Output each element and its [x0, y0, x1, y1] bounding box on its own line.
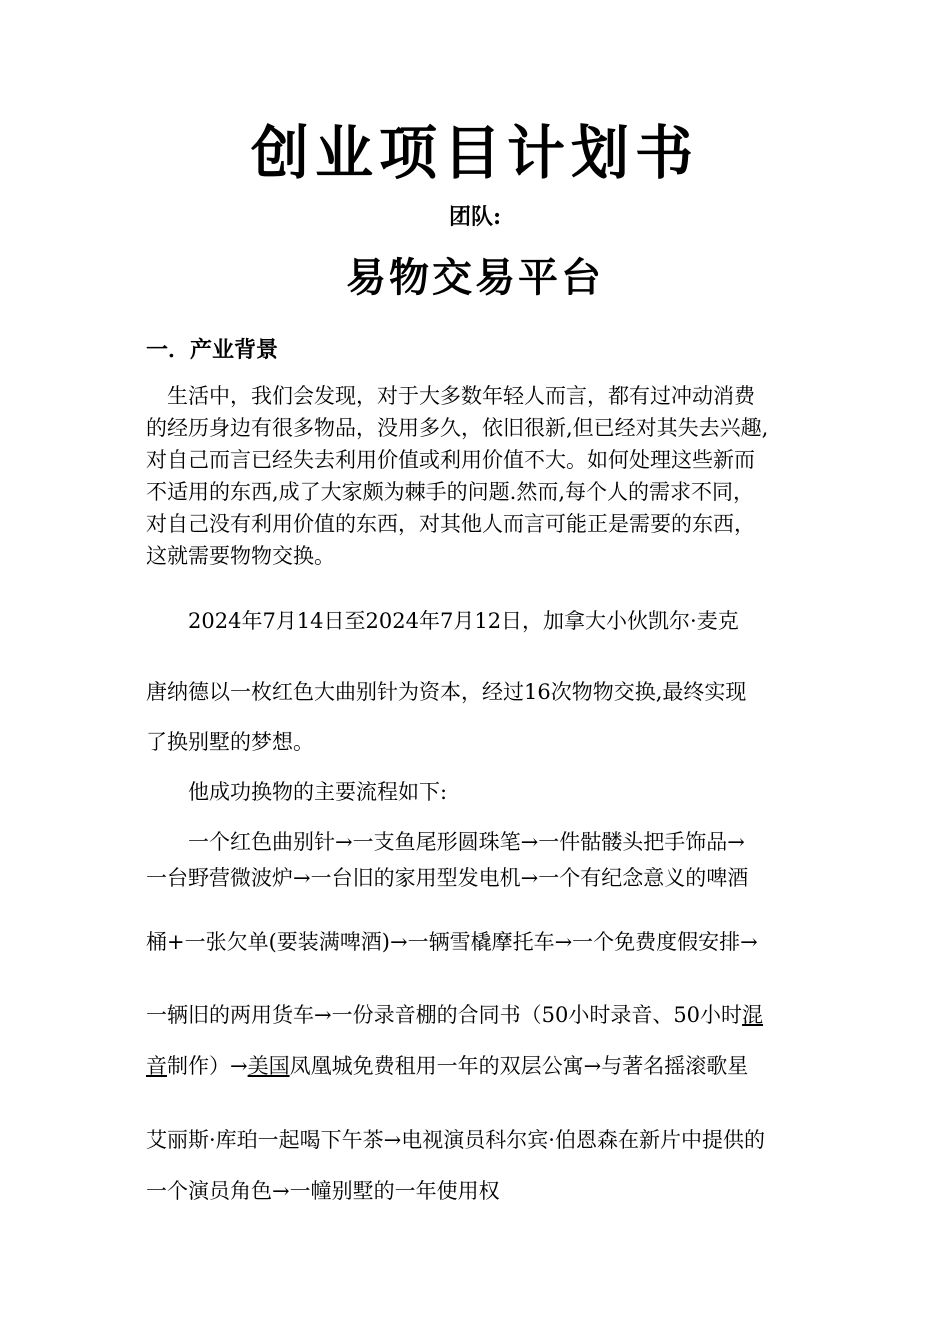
paragraph-line: 的经历身边有很多物品，没用多久，依旧很新,但已经对其失去兴趣, — [146, 416, 769, 440]
underlined-link-usa: 美国 — [247, 1054, 290, 1078]
paragraph-line-with-underline — [146, 1051, 748, 1081]
line-text: 制作）→ — [167, 1054, 248, 1078]
paragraph-line: 桶+一张欠单(要装满啤酒)→一辆雪橇摩托车→一个免费度假安排→ — [146, 930, 758, 954]
section-heading-industry-background: 一．产业背景 — [146, 337, 279, 363]
paragraph-line: 他成功换物的主要流程如下: — [146, 780, 448, 804]
paragraph-line: 2024年7月14日至2024年7月12日，加拿大小伙凯尔·麦克 — [146, 609, 739, 633]
line-text: 一辆旧的两用货车→一份录音棚的合同书（50小时录音、50小时 — [146, 1003, 743, 1027]
project-subtitle: 易物交易平台 — [346, 254, 604, 301]
paragraph-line: 一台野营微波炉→一台旧的家用型发电机→一个有纪念意义的啤酒 — [146, 866, 749, 890]
underlined-text: 音 — [146, 1054, 167, 1078]
paragraph-line: 一个演员角色→一幢别墅的一年使用权 — [146, 1179, 500, 1203]
paragraph-line: 了换别墅的梦想。 — [146, 730, 314, 754]
document-title: 创业项目计划书 — [250, 119, 699, 187]
paragraph-line: 不适用的东西,成了大家颇为棘手的问题.然而,每个人的需求不同， — [146, 480, 755, 504]
paragraph-line: 这就需要物物交换。 — [146, 544, 335, 568]
paragraph-line: 对自己没有利用价值的东西，对其他人而言可能正是需要的东西， — [146, 512, 755, 536]
team-label: 团队: — [448, 204, 502, 230]
paragraph-line: 艾丽斯·库珀一起喝下午茶→电视演员科尔宾·伯恩森在新片中提供的 — [146, 1128, 765, 1152]
paragraph-line: 唐纳德以一枚红色大曲别针为资本，经过16次物物交换,最终实现 — [146, 680, 747, 704]
underlined-text: 混 — [742, 1003, 764, 1027]
paragraph-line: 生活中，我们会发现，对于大多数年轻人而言，都有过冲动消费 — [146, 384, 755, 408]
paragraph-line: 对自己而言已经失去利用价值或利用价值不大。如何处理这些新而 — [146, 448, 755, 472]
line-text: 凤凰城免费租用一年的双层公寓→与著名摇滚歌星 — [289, 1054, 749, 1078]
paragraph-line-with-underline — [146, 1000, 763, 1030]
paragraph-line: 一个红色曲别针→一支鱼尾形圆珠笔→一件骷髅头把手饰品→ — [146, 830, 745, 854]
